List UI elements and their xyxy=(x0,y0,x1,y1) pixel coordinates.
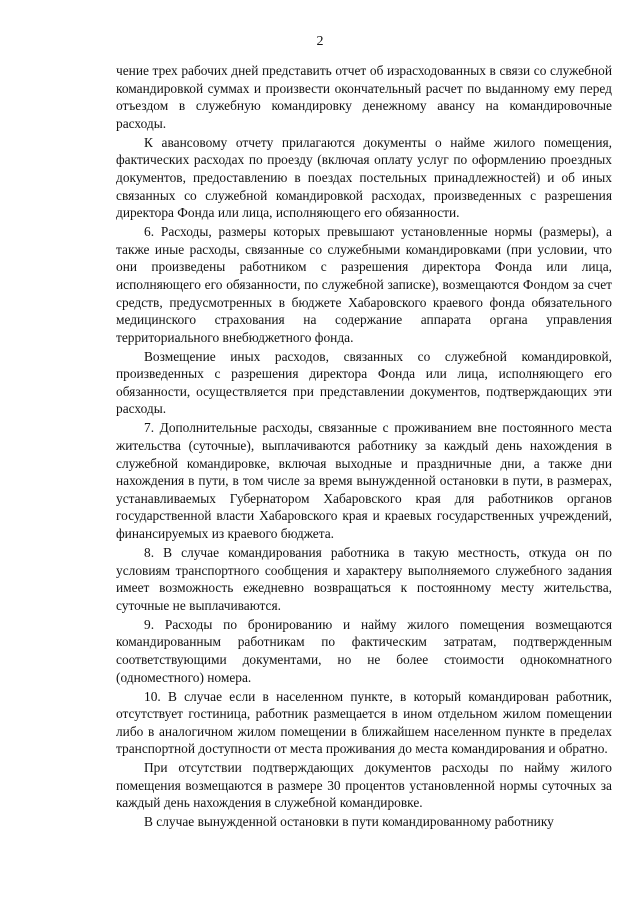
paragraph-forced-stop: В случае вынужденной остановки в пути командированному работнику xyxy=(144,814,554,830)
paragraph-item-8: 8. В случае командирования работника в такую местность, откуда он по условиям транспортного сообщения и характеру выполняемого служебного задания имеет возможность ежедневно возвращаться к постоянному месту жительства, суточные не выплачиваются. xyxy=(116,544,612,613)
paragraph-other-expenses: Возмещение иных расходов, связанных со служебной командировкой, произведенных с разрешения директора Фонда или лица, исполняющего его обязанности, осуществляется при представлении документов, подтверждающих эти расходы. xyxy=(116,348,612,417)
page-number: 2 xyxy=(316,34,324,49)
paragraph-no-documents: При отсутствии подтверждающих документов расходы по найму жилого помещения возмещаются в размере 30 процентов установленной нормы суточных за каждый день нахождения в служебной командировке. xyxy=(116,760,612,811)
document-body xyxy=(116,62,612,832)
paragraph-advance-report-docs: К авансовому отчету прилагаются документы о найме жилого помещения, фактических расходах по проезду (включая оплату услуг по оформлению проездных документов, предоставлению в поездах постельных принадлежностей) и об иных связанных со служебной командировкой расходах, произведенных с разрешения директора Фонда или лица, исполняющего его обязанности. xyxy=(116,134,612,221)
paragraph-item-9: 9. Расходы по бронированию и найму жилого помещения возмещаются командированным работникам по фактическим затратам, подтвержденным соответствующими документами, но не более стоимости однокомнатного (одноместного) номера. xyxy=(116,616,612,685)
paragraph-continuation: чение трех рабочих дней представить отчет об израсходованных в связи со служебной командировкой суммах и произвести окончательный расчет по выданному ему перед отъездом в служебную командировку денежному авансу на командировочные расходы. xyxy=(116,63,612,131)
paragraph-item-6: 6. Расходы, размеры которых превышают установленные нормы (размеры), а также иные расходы, связанные со служебными командировками (при условии, что они произведены работником с разрешения директора Фонда или лица, исполняющего его обязанности, по служебной записке), возмещаются Фондом за счет средств, предусмотренных в бюджете Хабаровского краевого фонда обязательного медицинского страхования на содержание аппарата органа управления территориального внебюджетного фонда. xyxy=(116,224,612,345)
paragraph-item-10: 10. В случае если в населенном пункте, в который командирован работник, отсутствует гостиница, работник размещается в ином отдельном жилом помещении либо в аналогичном жилом помещении в ближайшем населенном пункте в пределах транспортной доступности от места проживания до места командирования и обратно. xyxy=(116,688,612,757)
paragraph-item-7: 7. Дополнительные расходы, связанные с проживанием вне постоянного места жительства (суточные), выплачиваются работнику за каждый день нахождения в служебной командировке, включая выходные и праздничные дни, а также дни нахождения в пути, в том числе за время вынужденной остановки в пути, в размерах, устанавливаемых Губернатором Хабаровского края для работников органов государственной власти Хабаровского края и краевых государственных учреждений, финансируемых из краевого бюджета. xyxy=(116,420,612,541)
